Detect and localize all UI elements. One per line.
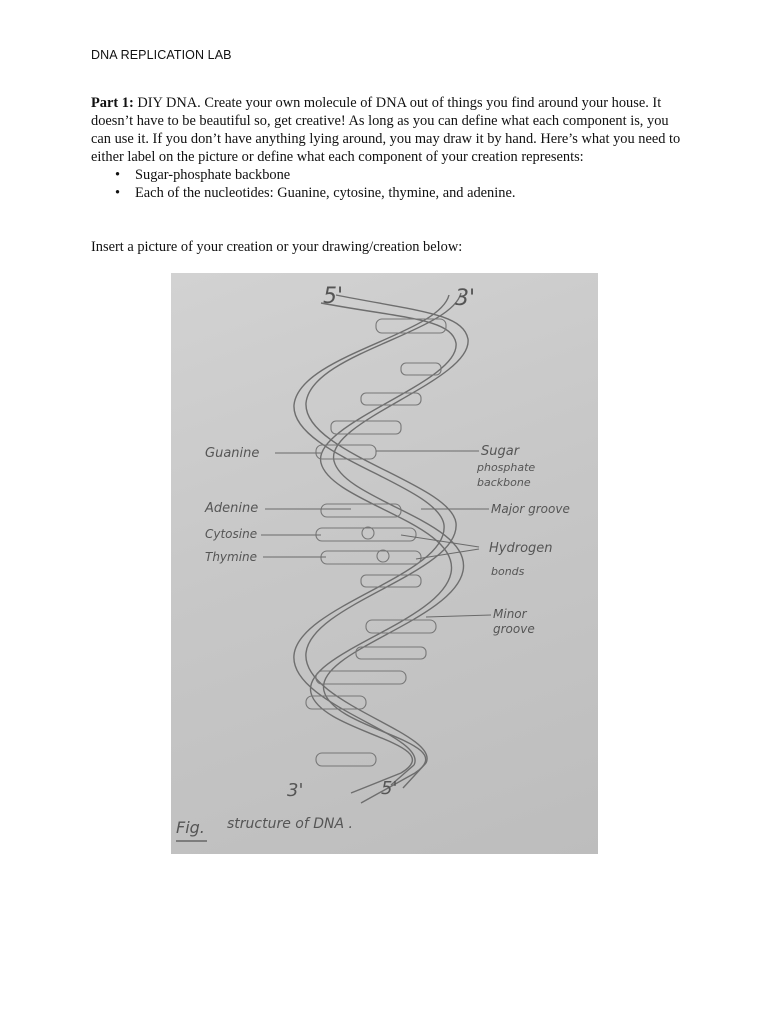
label-sugar: Sugar — [481, 444, 520, 459]
document-header: DNA REPLICATION LAB — [91, 48, 232, 62]
part1-section — [91, 94, 691, 202]
end-3prime-bottom: 3' — [287, 780, 304, 801]
part1-heading: Part 1: — [91, 95, 134, 111]
label-minor: Minor — [493, 607, 527, 621]
right-leader-lines — [376, 451, 491, 617]
insert-prompt: Insert a picture of your creation or your drawing/creation below: — [91, 239, 463, 255]
end-5prime-top: 5' — [323, 284, 344, 309]
label-bonds: bonds — [491, 565, 525, 578]
label-groove: groove — [493, 622, 535, 636]
dna-drawing — [171, 273, 598, 854]
label-backbone: backbone — [477, 476, 531, 489]
label-thymine: Thymine — [205, 550, 258, 564]
label-hydrogen: Hydrogen — [489, 541, 553, 556]
end-3prime-top: 3' — [455, 286, 476, 311]
list-item: • Each of the nucleotides: Guanine, cytosine, thymine, and adenine. — [135, 184, 691, 202]
label-major-groove: Major groove — [491, 502, 570, 516]
label-phosphate: phosphate — [477, 461, 536, 474]
label-cytosine: Cytosine — [205, 527, 258, 541]
dna-drawing-photo — [171, 273, 598, 854]
end-5prime-bottom: 5' — [381, 778, 398, 799]
list-item: • Sugar-phosphate backbone — [135, 166, 691, 184]
label-adenine: Adenine — [205, 501, 259, 516]
label-guanine: Guanine — [205, 446, 260, 461]
part1-intro: DIY DNA. Create your own molecule of DNA out of things you find around your house. It doesn’t have to be beautiful so, get creative! As long as you can define what each component is, you can use it. If you don’t have anything lying around, you may draw it by hand. Here’s what you need to either label on the picture or define what each component of your creation represents: — [91, 95, 681, 165]
caption-text: structure of DNA . — [227, 816, 353, 832]
sugar-phosphate-backbone — [294, 293, 468, 803]
part1-paragraph — [91, 94, 691, 166]
requirements-list — [91, 166, 691, 202]
caption-fig: Fig. — [176, 818, 205, 837]
